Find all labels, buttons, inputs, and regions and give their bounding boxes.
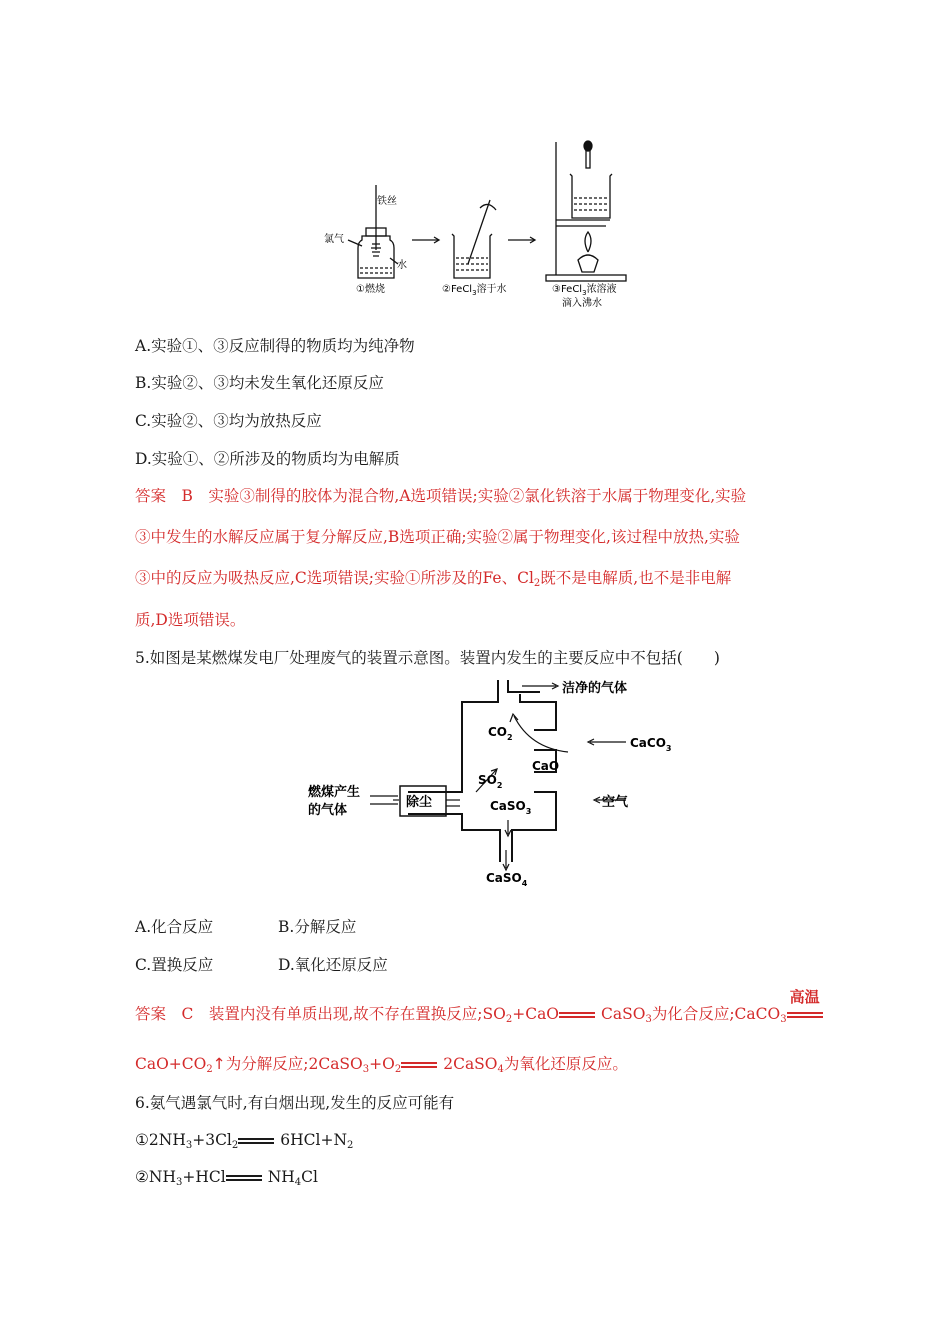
q4-answer-line-1: 答案 B 实验③制得的胶体为混合物,A选项错误;实验②氯化铁溶于水属于物理变化,实验	[135, 487, 747, 505]
q4-answer-line-4: 质,D选项错误。	[135, 611, 246, 629]
flue-gas-device-figure	[300, 672, 680, 892]
caption-2: ②FeCl$_3$溶于水	[442, 284, 507, 297]
label-so2: $SO_2$	[478, 773, 503, 790]
label-coal-gas-1: 燃煤产生	[308, 785, 361, 800]
q5-answer-line-1: 答案 C 装置内没有单质出现,故不存在置换反应$;SO_2+CaO$ CaSO$_3$为化合反应;CaCO$_3$ 高温	[135, 1004, 829, 1030]
label-clean-gas: 洁净的气体	[562, 681, 628, 696]
q5-option-b: B.分解反应	[278, 918, 357, 936]
caption-1: ①燃烧	[356, 284, 385, 295]
q4-answer-line-2: ③中发生的水解反应属于复分解反应,B选项正确;实验②属于物理变化,该过程中放热,实验	[135, 528, 740, 546]
q4-option-d: D.实验①、②所涉及的物质均为电解质	[135, 450, 400, 468]
q5-answer-line-2: $CaO+CO_2↑$为分解反应$;2CaSO_3+O_2$ 2CaSO$_4$为氧化还原反应。	[135, 1055, 628, 1075]
label-caso3: CaSO$_3$	[490, 799, 532, 816]
condition-high-temp: 高温	[789, 988, 820, 1006]
label-caco3: CaCO$_3$	[630, 736, 672, 753]
label-iron-wire: 铁丝	[377, 196, 397, 207]
q6-stem: 6.氨气遇氯气时,有白烟出现,发生的反应可能有	[135, 1094, 455, 1112]
q5-option-c: C.置换反应	[135, 956, 214, 974]
label-water: 水	[397, 260, 407, 271]
reaction-equals-sign	[238, 1137, 274, 1145]
label-cao: CaO	[532, 759, 560, 773]
experiment-figure	[320, 140, 630, 310]
q4-option-b: B.实验②、③均未发生氧化还原反应	[135, 374, 384, 392]
q4-answer-line-3: ③中的反应为吸热反应,C选项错误;实验①所涉及的Fe、$Cl_2$既不是电解质,也不是非电解	[135, 569, 732, 589]
q6-reaction-1: $①2NH_3+3Cl_2$ $6HCl+N_2$	[135, 1131, 354, 1151]
q5-option-d: D.氧化还原反应	[278, 956, 388, 974]
caption-3-line2: 滴入沸水	[562, 298, 602, 309]
label-chlorine: 氯气	[324, 234, 344, 245]
reaction-equals-sign	[401, 1061, 437, 1069]
reaction-equals-sign-high-temp	[787, 988, 823, 1019]
label-air: 空气	[602, 795, 629, 810]
q5-stem: 5.如图是某燃煤发电厂处理废气的装置示意图。装置内发生的主要反应中不包括( )	[135, 649, 720, 667]
q6-reaction-2: $②NH_3+HCl$ $NH_4Cl$	[135, 1168, 318, 1188]
q4-option-c: C.实验②、③均为放热反应	[135, 412, 322, 430]
q5-option-a: A.化合反应	[135, 918, 214, 936]
label-co2: $CO_2$	[488, 725, 513, 742]
label-dedust: 除尘	[406, 795, 433, 810]
caption-3: ③FeCl$_3$浓溶液	[552, 284, 617, 297]
q4-option-a: A.实验①、③反应制得的物质均为纯净物	[135, 337, 415, 355]
reaction-equals-sign	[559, 1011, 595, 1019]
label-coal-gas-2: 的气体	[308, 803, 348, 818]
reaction-equals-sign	[226, 1174, 262, 1182]
label-caso4: CaSO$_4$	[486, 871, 528, 888]
